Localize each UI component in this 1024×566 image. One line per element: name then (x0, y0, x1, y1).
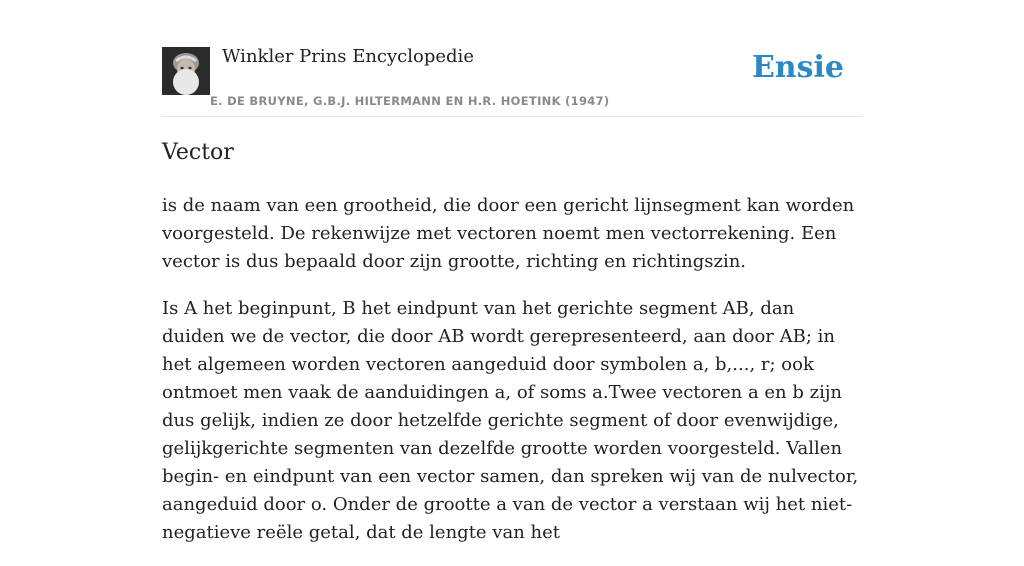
bearded-man-portrait-icon (162, 47, 210, 95)
authors-line: E. DE BRUYNE, G.B.J. HILTERMANN EN H.R. HOETINK (1947) (210, 94, 610, 108)
encyclopedia-title[interactable]: Winkler Prins Encyclopedie (222, 46, 474, 67)
article-paragraph: is de naam van een grootheid, die door een gericht lijnsegment kan worden voorgesteld. De rekenwijze met vectoren noemt men vectorrekening. Een vector is dus bepaald door zijn grootte, richting en richtingszin. (162, 195, 855, 272)
ensie-logo[interactable]: Ensie (751, 50, 844, 85)
page (162, 0, 862, 543)
article-body (162, 192, 862, 566)
author-avatar-icon (162, 47, 210, 95)
site-header (162, 0, 862, 117)
article-title: Vector (162, 140, 234, 165)
article-paragraph: Is A het beginpunt, B het eindpunt van het gerichte segment AB, dan duiden we de vector, die door AB wordt gerepresenteerd, aan door AB; in het algemeen worden vectoren aangeduid door symbolen a, b,..., r; ook ontmoet men vaak de aanduidingen a, of soms a.Twee vectoren a en b zijn dus gelijk, indien ze door hetzelfde gerichte segment of door evenwijdige, gelijkgerichte segmenten van dezelfde grootte worden voorgesteld. Vallen begin- en eindpunt van een vector samen, dan spreken wij van de nulvector, aangeduid door o. Onder de grootte a van de vector a verstaan wij het niet-negatieve reële getal, dat de lengte van het (162, 298, 859, 543)
